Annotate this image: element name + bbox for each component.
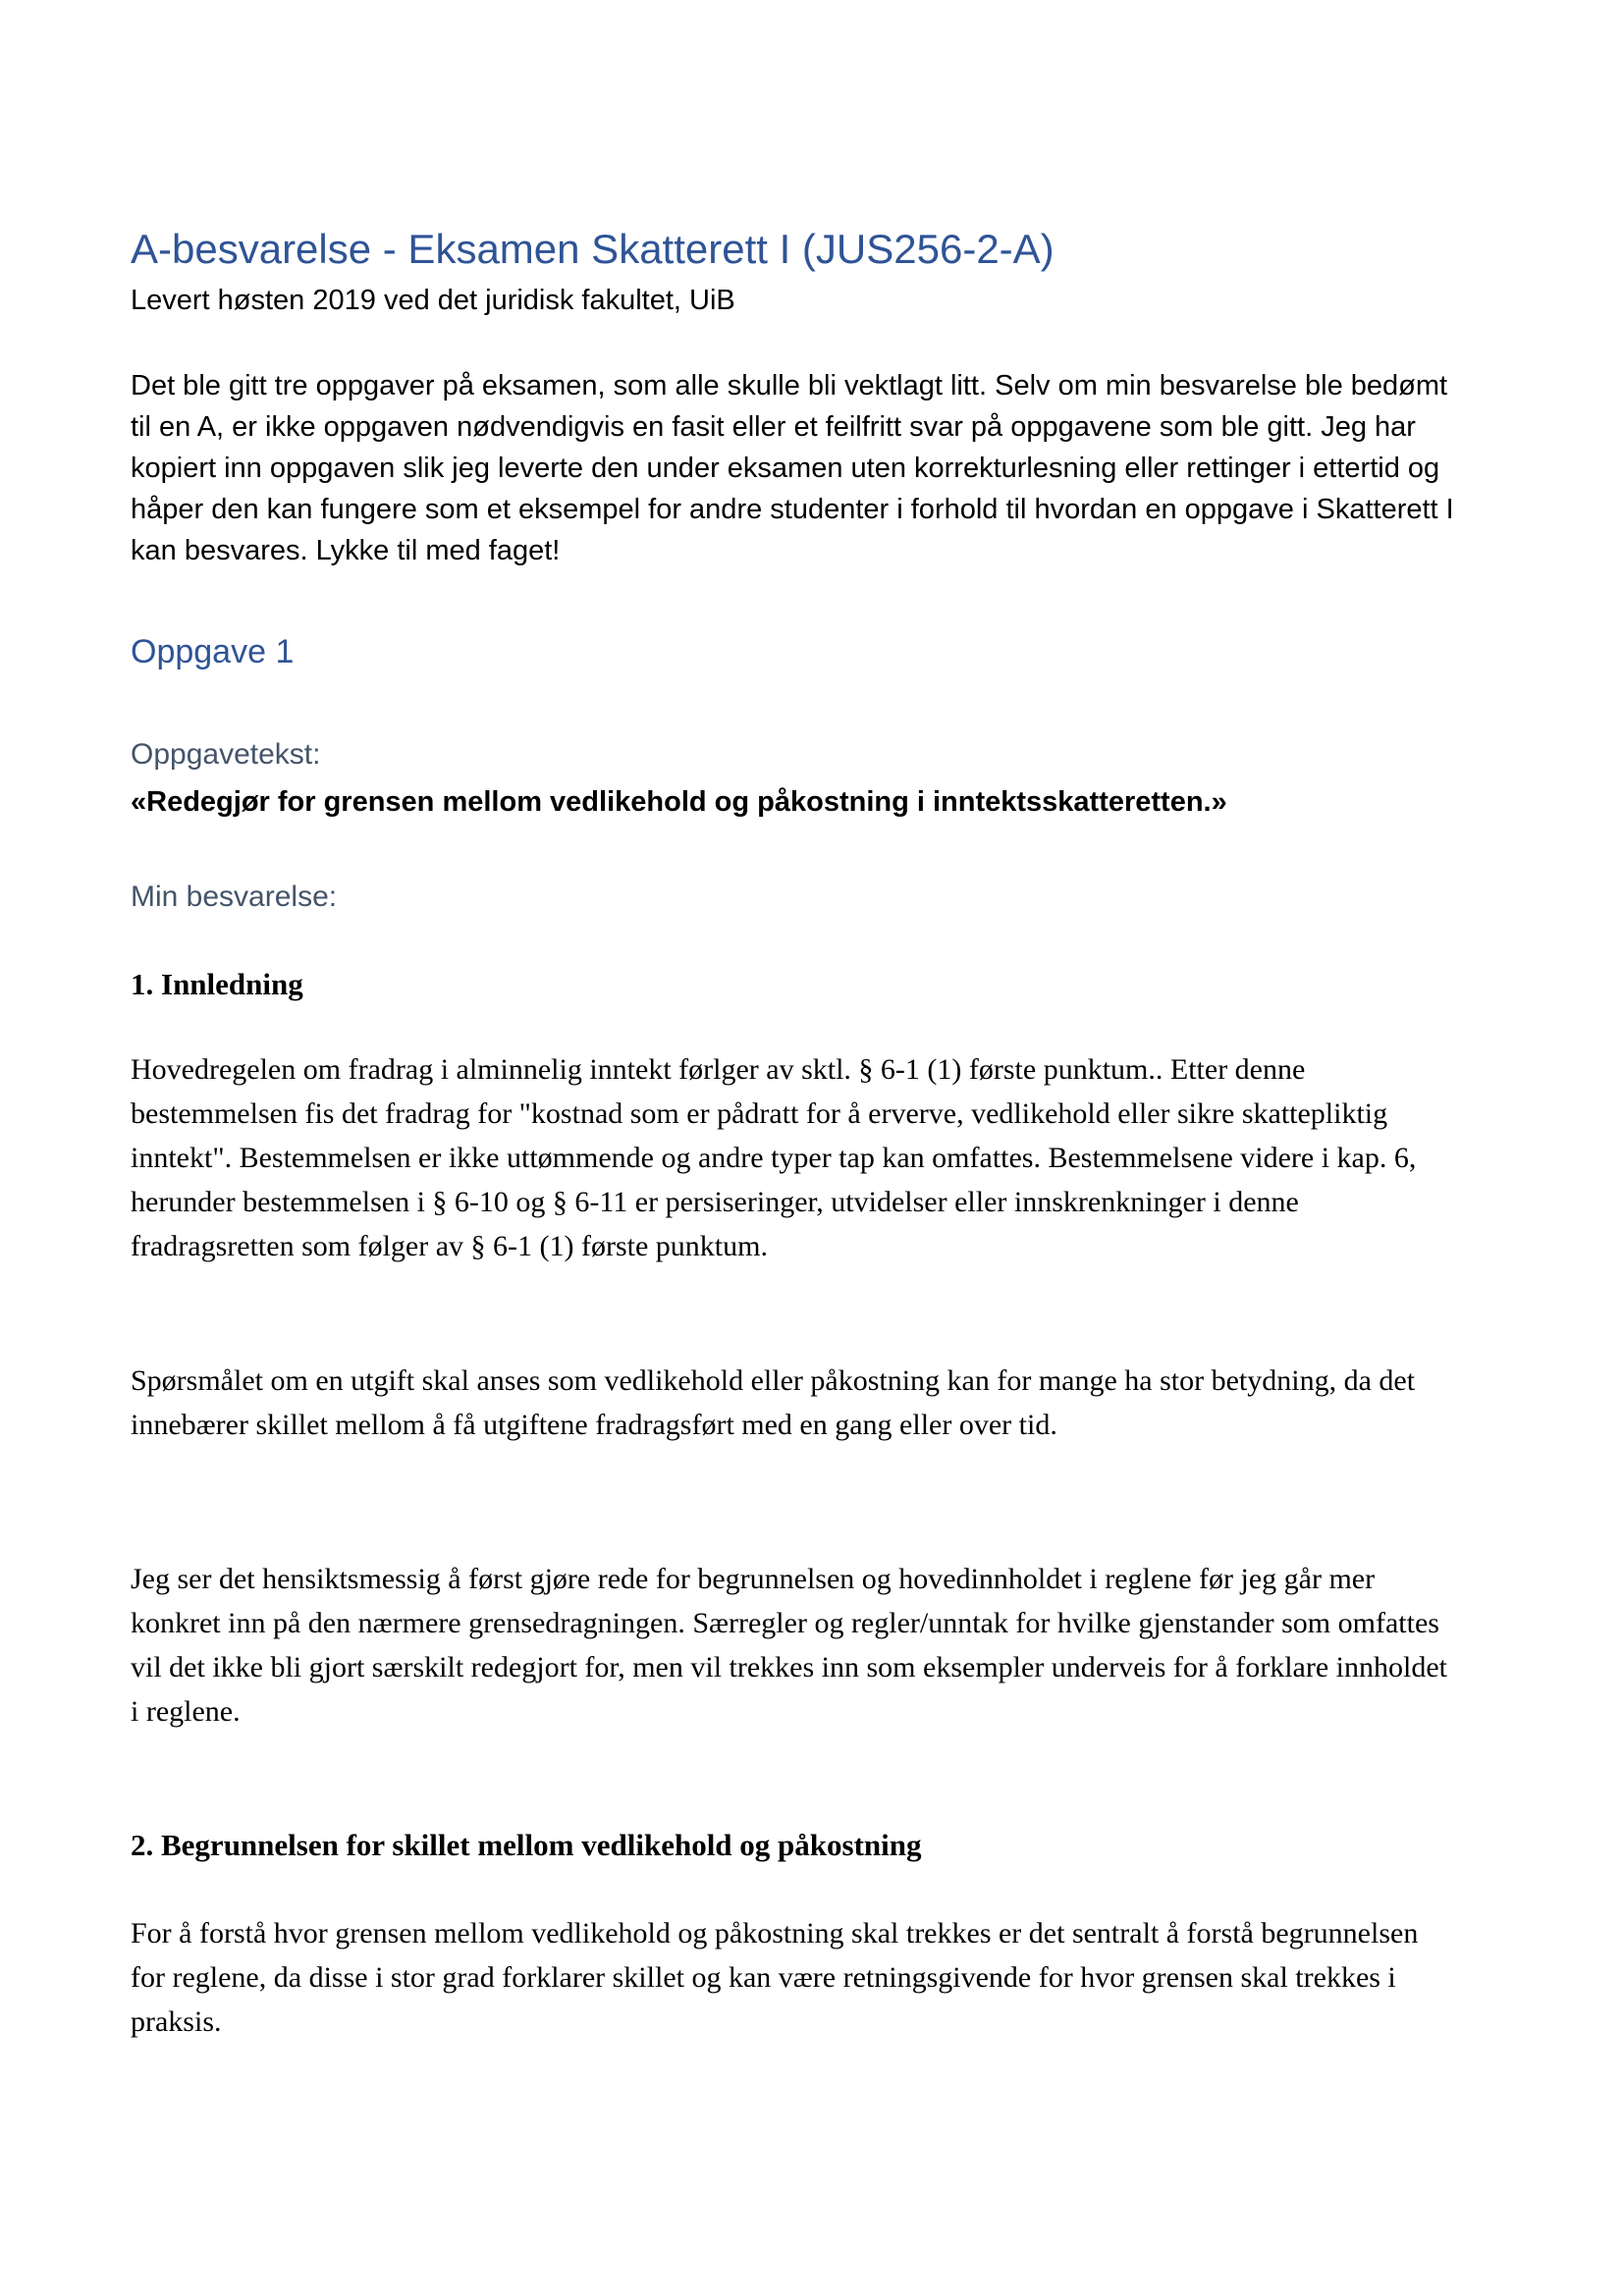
task-quote-text: «Redegjør for grensen mellom vedlikehold og påkostning i inntektsskatteretten.»: [131, 786, 1227, 819]
answer-paragraph-2: Spørsmålet om en utgift skal anses som vedlikehold eller påkostning kan for mange ha stor betydning, da det innebærer skillet mellom å få utgiftene fradragsført med en gang eller over tid.: [131, 1364, 1416, 1442]
document-title: A-besvarelse - Eksamen Skatterett I (JUS256-2-A): [131, 226, 1055, 272]
intro-paragraph: Det ble gitt tre oppgaver på eksamen, som alle skulle bli vektlagt litt. Selv om min besvarelse ble bedømt til en A, er ikke oppgaven nødvendigvis en fasit eller et feilfritt svar på oppgavene som ble gitt. Jeg har kopiert inn oppgaven slik jeg leverte den under eksamen uten korrekturlesning eller rettinger i ettertid og håper den kan fungere som et eksempel for andre studenter i forhold til hvordan en oppgave i Skatterett I kan besvares. Lykke til med faget!: [131, 369, 1454, 567]
answer-heading-1-innledning: 1. Innledning: [131, 967, 303, 1002]
label-oppgavetekst: Oppgavetekst:: [131, 738, 321, 772]
label-min-besvarelse: Min besvarelse:: [131, 881, 338, 914]
answer-heading-2-begrunnelsen: 2. Begrunnelsen for skillet mellom vedlikehold og påkostning: [131, 1828, 922, 1863]
answer-paragraph-1: Hovedregelen om fradrag i alminnelig inntekt førlger av sktl. § 6-1 (1) første punktum.. Etter denne bestemmelsen fis det fradrag for "kostnad som er pådratt for å erverve, vedlikehold eller sikre skattepliktig inntekt". Bestemmelsen er ikke uttømmende og andre typer tap kan omfattes. Bestemmelsene videre i kap. 6, herunder bestemmelsen i § 6-10 og § 6-11 er persiseringer, utvidelser eller innskrenkninger i denne fradragsretten som følger av § 6-1 (1) første punktum.: [131, 1053, 1417, 1263]
answer-paragraph-3: Jeg ser det hensiktsmessig å først gjøre rede for begrunnelsen og hovedinnholdet i reglene før jeg går mer konkret inn på den nærmere grensedragningen. Særregler og regler/unntak for hvilke gjenstander som omfattes vil det ikke bli gjort særskilt redegjort for, men vil trekkes inn som eksempler underveis for å forklare innholdet i reglene.: [131, 1563, 1447, 1729]
document-subtitle: Levert høsten 2019 ved det juridisk fakultet, UiB: [131, 285, 735, 317]
heading-oppgave-1: Oppgave 1: [131, 633, 295, 671]
answer-paragraph-4: For å forstå hvor grensen mellom vedlikehold og påkostning skal trekkes er det sentralt å forstå begrunnelsen for reglene, da disse i stor grad forklarer skillet og kan være retningsgivende for hvor grensen skal trekkes i praksis.: [131, 1916, 1419, 2038]
